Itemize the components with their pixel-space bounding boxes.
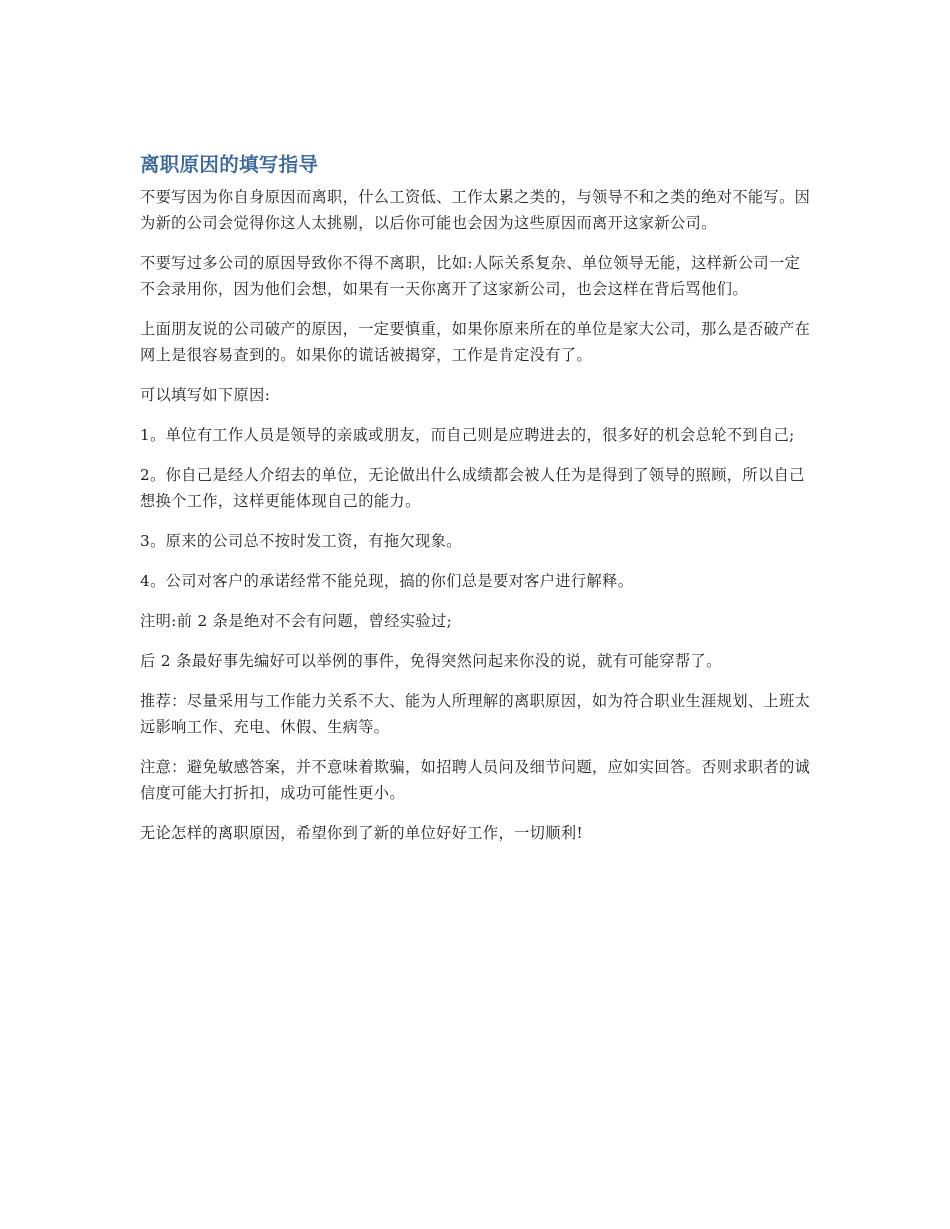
reason-item-2: 2。你自己是经人介绍去的单位，无论做出什么成绩都会被人任为是得到了领导的照顾，所以自己想换个工作，这样更能体现自己的能力。	[140, 466, 805, 510]
reason-item-4: 4。公司对客户的承诺经常不能兑现，搞的你们总是要对客户进行解释。	[140, 572, 634, 590]
recommendation-paragraph: 推荐：尽量采用与工作能力关系不大、能为人所理解的离职原因，如为符合职业生涯规划、上班太远影响工作、充电、休假、生病等。	[140, 692, 811, 736]
reason-item-1: 1。单位有工作人员是领导的亲戚或朋友，而自己则是应聘进去的，很多好的机会总轮不到自己;	[140, 426, 795, 444]
note-paragraph: 注明:前 2 条是绝对不会有问题，曾经实验过;	[140, 612, 453, 630]
document-title: 离职原因的填写指导	[140, 153, 319, 176]
closing-paragraph: 无论怎样的离职原因，希望你到了新的单位好好工作，一切顺利!	[140, 824, 583, 842]
tip-paragraph: 后 2 条最好事先编好可以举例的事件，免得突然问起来你没的说，就有可能穿帮了。	[140, 652, 722, 670]
reason-item-3: 3。原来的公司总不按时发工资，有拖欠现象。	[140, 532, 462, 550]
paragraph-4: 可以填写如下原因:	[140, 386, 271, 404]
paragraph-2: 不要写过多公司的原因导致你不得不离职，比如:人际关系复杂、单位领导无能，这样新公司一定不会录用你，因为他们会想，如果有一天你离开了这家新公司，也会这样在背后骂他们。	[140, 254, 801, 298]
document-body	[140, 150, 812, 860]
caution-paragraph: 注意：避免敏感答案，并不意味着欺骗，如招聘人员问及细节问题，应如实回答。否则求职者的诚信度可能大打折扣，成功可能性更小。	[140, 758, 811, 802]
paragraph-1: 不要写因为你自身原因而离职，什么工资低、工作太累之类的，与领导不和之类的绝对不能写。因为新的公司会觉得你这人太挑剔，以后你可能也会因为这些原因而离开这家新公司。	[140, 188, 811, 232]
paragraph-3: 上面朋友说的公司破产的原因，一定要慎重，如果你原来所在的单位是家大公司，那么是否破产在网上是很容易查到的。如果你的谎话被揭穿，工作是肯定没有了。	[140, 320, 811, 364]
